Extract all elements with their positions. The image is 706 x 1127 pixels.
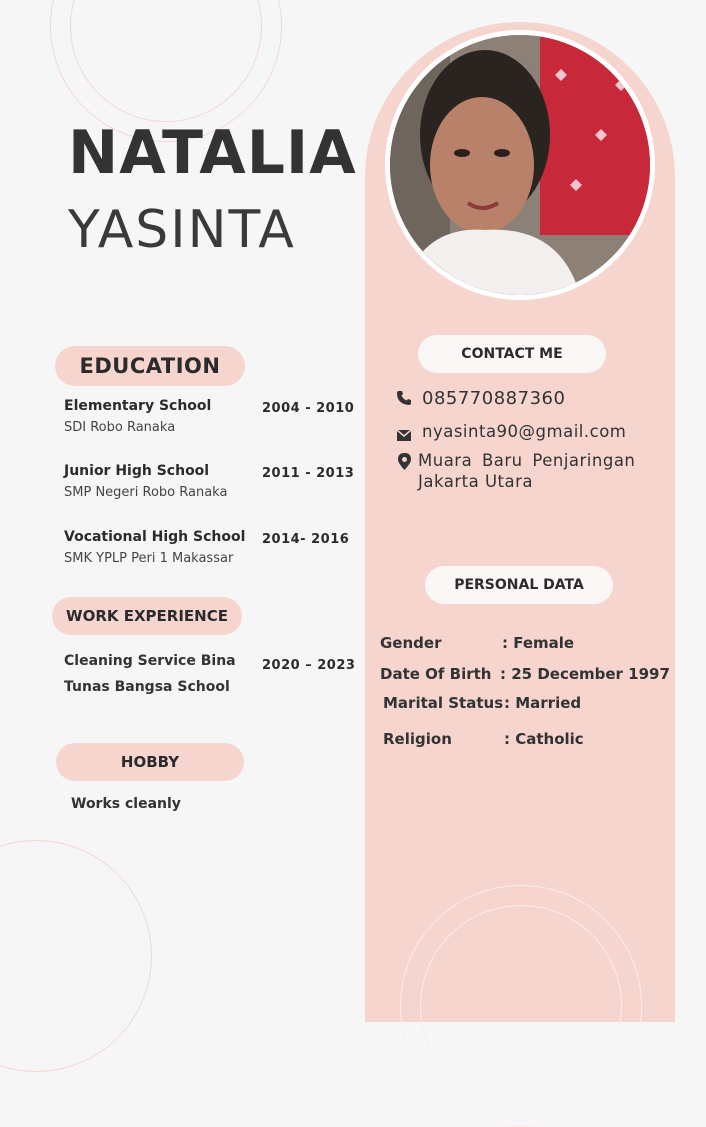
education-school: Vocational High School: [64, 529, 246, 545]
education-detail: SMP Negeri Robo Ranaka: [64, 485, 228, 500]
work-line-2: Tunas Bangsa School: [64, 679, 230, 695]
work-line-1: Cleaning Service Bina: [64, 653, 236, 669]
name-last: YASINTA: [68, 200, 296, 260]
profile-photo: [390, 35, 650, 295]
personal-value-gender: : Female: [502, 634, 575, 652]
personal-data-heading-label: PERSONAL DATA: [454, 577, 584, 593]
contact-email: nyasinta90@gmail.com: [422, 422, 627, 441]
work-years: 2020 – 2023: [262, 658, 356, 673]
personal-data-heading: [425, 566, 613, 604]
education-school: Elementary School: [64, 398, 212, 414]
hobby-text: Works cleanly: [71, 796, 181, 812]
education-detail: SMK YPLP Peri 1 Makassar: [64, 551, 234, 566]
education-years: 2011 - 2013: [262, 466, 355, 481]
contact-phone: 085770887360: [422, 388, 566, 409]
education-detail: SDI Robo Ranaka: [64, 420, 176, 435]
hobby-heading: [56, 743, 244, 781]
personal-label-marital: Marital Status: [383, 694, 504, 712]
contact-heading-label: CONTACT ME: [461, 346, 563, 362]
hobby-heading-label: HOBBY: [120, 753, 180, 771]
email-icon: [397, 426, 411, 445]
contact-address-line-2: Jakarta Utara: [418, 472, 534, 491]
name-first: NATALIA: [68, 118, 357, 188]
contact-address-line-1: Muara Baru Penjaringan: [418, 451, 636, 470]
personal-value-religion: : Catholic: [504, 730, 584, 748]
personal-value-dob: : 25 December 1997: [500, 665, 670, 683]
work-heading-label: WORK EXPERIENCE: [66, 607, 228, 625]
phone-icon: [396, 390, 412, 410]
personal-label-religion: Religion: [383, 730, 452, 748]
education-school: Junior High School: [64, 463, 210, 479]
personal-label-gender: Gender: [380, 634, 442, 652]
contact-heading: [418, 335, 606, 373]
location-pin-icon: [398, 453, 411, 474]
education-years: 2014- 2016: [262, 532, 350, 547]
decor-circle-bottom-left: [0, 840, 152, 1072]
education-heading: [55, 346, 245, 386]
work-heading: [52, 597, 242, 635]
personal-label-dob: Date Of Birth: [380, 665, 492, 683]
education-years: 2004 - 2010: [262, 401, 355, 416]
education-heading-label: EDUCATION: [79, 354, 221, 378]
decor-circle-bottom-right-inner: [420, 905, 622, 1107]
personal-value-marital: : Married: [504, 694, 582, 712]
